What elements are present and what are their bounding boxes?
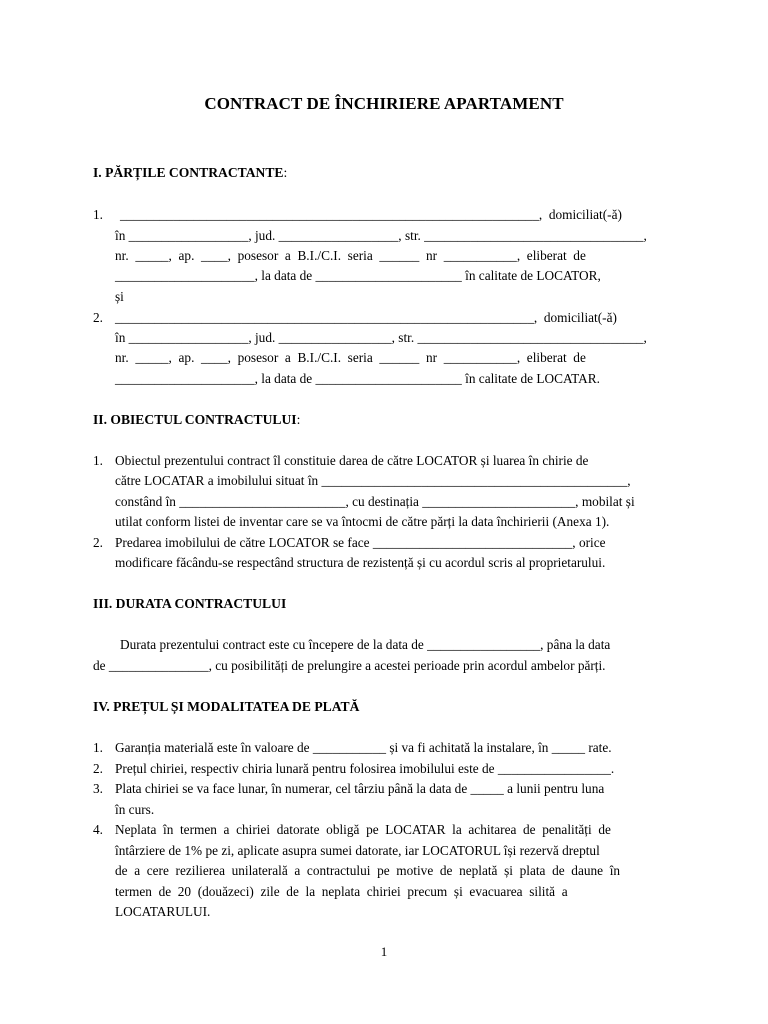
list-number: 2. xyxy=(93,535,103,550)
list-number: 1. xyxy=(93,453,103,468)
object-p1-line3: constând în _________________________, cu destinația _______________________, mobilat și xyxy=(115,494,635,509)
price-p1-line1: Garanția materială este în valoare de ___________ și va fi achitată la instalare, în _____ rate. xyxy=(115,740,612,755)
heading-colon: : xyxy=(296,412,301,427)
section-heading-price: IV. PREȚUL ȘI MODALITATEA DE PLATĂ xyxy=(93,699,360,714)
party1-line2: în __________________, jud. __________________, str. _________________________________, xyxy=(115,228,647,243)
object-p2-line2: modificare făcându-se respectând structura de rezistență și cu acordul scris al proprietarului. xyxy=(115,555,606,570)
price-p3-line2: în curs. xyxy=(115,802,155,817)
party1-line5: și xyxy=(115,289,124,304)
price-p4-line3: de a cere rezilierea unilaterală a contractului pe motive de neplată și plata de daune în xyxy=(115,863,621,878)
party2-line4: _____________________, la data de ______________________ în calitate de LOCATAR. xyxy=(115,371,600,386)
section-heading-object xyxy=(93,412,300,428)
list-number: 2. xyxy=(93,761,103,776)
price-p3-line1: Plata chiriei se va face lunar, în numerar, cel târziu până la data de _____ a lunii pentru luna xyxy=(115,781,605,796)
section-heading-parties-text: I. PĂRȚILE CONTRACTANTE xyxy=(93,165,284,180)
list-number: 4. xyxy=(93,822,103,837)
duration-line2: de _______________, cu posibilități de prelungire a acestei perioade prin acordul ambelor părți. xyxy=(93,658,606,673)
price-p4-line1: Neplata în termen a chiriei datorate obligă pe LOCATAR la achitarea de penalități de xyxy=(115,822,611,837)
party1-line3: nr. _____, ap. ____, posesor a B.I./C.I. seria ______ nr ___________, eliberat de xyxy=(115,248,586,263)
price-p4-line4: termen de 20 (douăzeci) zile de la neplata chiriei precum și evacuarea silită a xyxy=(115,884,568,899)
section-heading-parties xyxy=(93,165,287,181)
document-title: CONTRACT DE ÎNCHIRIERE APARTAMENT xyxy=(204,94,564,113)
party2-line2: în __________________, jud. _________________, str. __________________________________, xyxy=(115,330,647,345)
party2-line1: _______________________________________________________________, domiciliat(-ă) xyxy=(115,310,617,325)
heading-colon: : xyxy=(283,165,288,180)
party2-line3: nr. _____, ap. ____, posesor a B.I./C.I. seria ______ nr ___________, eliberat de xyxy=(115,350,586,365)
object-p2-line1: Predarea imobilului de către LOCATOR se face ______________________________, orice xyxy=(115,535,606,550)
duration-line1: Durata prezentului contract este cu începere de la data de _________________, pâna la data xyxy=(120,637,611,652)
list-number: 1. xyxy=(93,740,103,755)
price-p4-line2: întârziere de 1% pe zi, aplicate asupra sumei datorate, iar LOCATORUL își rezervă dreptul xyxy=(115,843,600,858)
page-number: 1 xyxy=(380,944,388,959)
object-p1-line4: utilat conform listei de inventar care se va întocmi de către părți la data închirierii (Anexa 1). xyxy=(115,514,610,529)
price-p2-line1: Prețul chiriei, respectiv chiria lunară pentru folosirea imobilului este de _________________. xyxy=(115,761,615,776)
price-p4-line5: LOCATARULUI. xyxy=(115,904,211,919)
list-number: 1. xyxy=(93,207,103,222)
object-p1-line2: către LOCATAR a imobilului situat în ______________________________________________, xyxy=(115,473,631,488)
party1-line4: _____________________, la data de ______________________ în calitate de LOCATOR, xyxy=(115,268,601,283)
object-p1-line1: Obiectul prezentului contract îl constituie darea de către LOCATOR și luarea în chirie de xyxy=(115,453,589,468)
party1-line1: _______________________________________________________________, domiciliat(-ă) xyxy=(120,207,622,222)
section-heading-duration: III. DURATA CONTRACTULUI xyxy=(93,596,287,611)
list-number: 2. xyxy=(93,310,103,325)
list-number: 3. xyxy=(93,781,103,796)
section-heading-object-text: II. OBIECTUL CONTRACTULUI xyxy=(93,412,297,427)
